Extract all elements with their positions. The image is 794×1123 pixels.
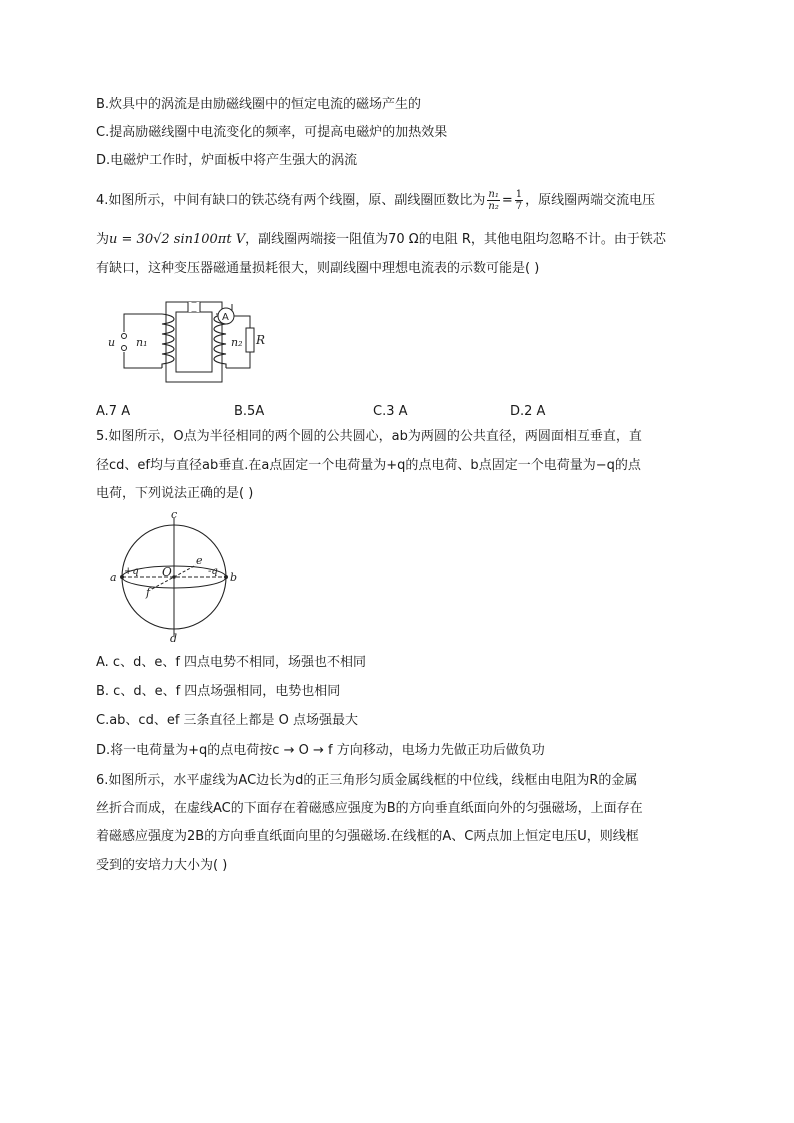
q5-stem-line3: 电荷，下列说法正确的是( ) (96, 486, 254, 501)
fig-label-e: e (196, 554, 203, 567)
fig-label-plus-q: +q (124, 566, 139, 577)
q4-resistance-value: 70 Ω (388, 232, 419, 247)
transformer-figure (104, 296, 274, 388)
fig-label-ammeter: A (222, 312, 229, 323)
q3-option-c: C.提高励磁线圈中电流变化的频率，可提高电磁炉的加热效果 (96, 125, 448, 140)
q5-option-b: B. c、d、e、f 四点场强相同，电势也相同 (96, 684, 341, 699)
q6-stem-line2: 丝折合而成，在虚线AC的下面存在着磁感应强度为B的方向垂直纸面向外的匀强磁场，上面存在 (96, 801, 643, 816)
q4-option-c: C.3 A (373, 404, 408, 419)
fig-label-a: a (110, 571, 117, 584)
q4-ratio-num-2: 1 (515, 189, 523, 200)
q5-option-c: C.ab、cd、ef 三条直径上都是 O 点场强最大 (96, 713, 359, 728)
q5-stem-line2: 径cd、ef均与直径ab垂直.在a点固定一个电荷量为+q的点电荷、b点固定一个电荷量为−q的点 (96, 458, 641, 473)
q4-stem-c-post: ，副线圈两端接一阻值为 (245, 232, 389, 247)
q6-stem-line4: 受到的安培力大小为( ) (96, 858, 228, 873)
q4-ratio-num-1: n₁ (488, 189, 499, 200)
q4-ratio-fraction-2 (515, 189, 523, 212)
q4-stem-line1 (96, 189, 655, 212)
q4-option-b: B.5A (234, 404, 265, 419)
fig-label-O: O (162, 565, 172, 579)
q4-stem-a: 4.如图所示，中间有缺口的铁芯绕有两个线圈，原、副线圈匝数比为 (96, 193, 486, 208)
fig-label-n1: n₁ (136, 336, 148, 349)
q4-ratio-eq: = (501, 193, 513, 208)
q4-voltage-expression: u = 30√2 sin100πt V (109, 232, 246, 247)
q4-ratio-den-1: n₂ (488, 201, 499, 212)
fig-label-n2: n₂ (231, 336, 243, 349)
fig-label-d: d (170, 632, 178, 644)
q4-stem-line3: 有缺口，这种变压器磁通量损耗很大，则副线圈中理想电流表的示数可能是( ) (96, 261, 540, 276)
q4-ratio-fraction-1 (487, 189, 499, 212)
q4-option-a: A.7 A (96, 404, 131, 419)
q5-option-d: D.将一电荷量为+q的点电荷按c → O → f 方向移动，电场力先做正功后做负功 (96, 743, 545, 758)
q4-stem-b: ，原线圈两端交流电压 (525, 193, 656, 208)
fig-label-c: c (171, 510, 178, 521)
q6-stem-line1: 6.如图所示，水平虚线为AC边长为d的正三角形匀质金属线框的中位线，线框由电阻为R的金属 (96, 773, 638, 788)
fig-label-minus-q: -q (208, 566, 218, 577)
q6-stem-line3: 着磁感应强度为2B的方向垂直纸面向里的匀强磁场.在线框的A、C两点加上恒定电压U，则线框 (96, 829, 639, 844)
resistor-r (246, 328, 254, 352)
q3-option-b: B.炊具中的涡流是由励磁线圈中的恒定电流的磁场产生的 (96, 97, 422, 112)
q4-stem-c-pre: 为 (96, 232, 110, 247)
q5-stem-line1: 5.如图所示，O点为半径相同的两个圆的公共圆心，ab为两圆的公共直径，两圆面相互垂直，直 (96, 429, 642, 444)
q4-stem-c-tail: 的电阻 R，其他电阻均忽略不计。由于铁芯 (418, 232, 666, 247)
q5-option-a: A. c、d、e、f 四点电势不相同，场强也不相同 (96, 655, 367, 670)
q3-option-d: D.电磁炉工作时，炉面板中将产生强大的涡流 (96, 153, 358, 168)
fig-label-f: f (146, 586, 151, 599)
two-circles-figure (104, 510, 244, 644)
q4-ratio-den-2: 7 (515, 201, 523, 212)
q4-option-d: D.2 A (510, 404, 546, 419)
q4-stem-line2 (96, 231, 666, 249)
fig-label-R: R (256, 333, 266, 347)
fig-label-b: b (230, 571, 238, 584)
fig-label-u: u (108, 336, 116, 349)
